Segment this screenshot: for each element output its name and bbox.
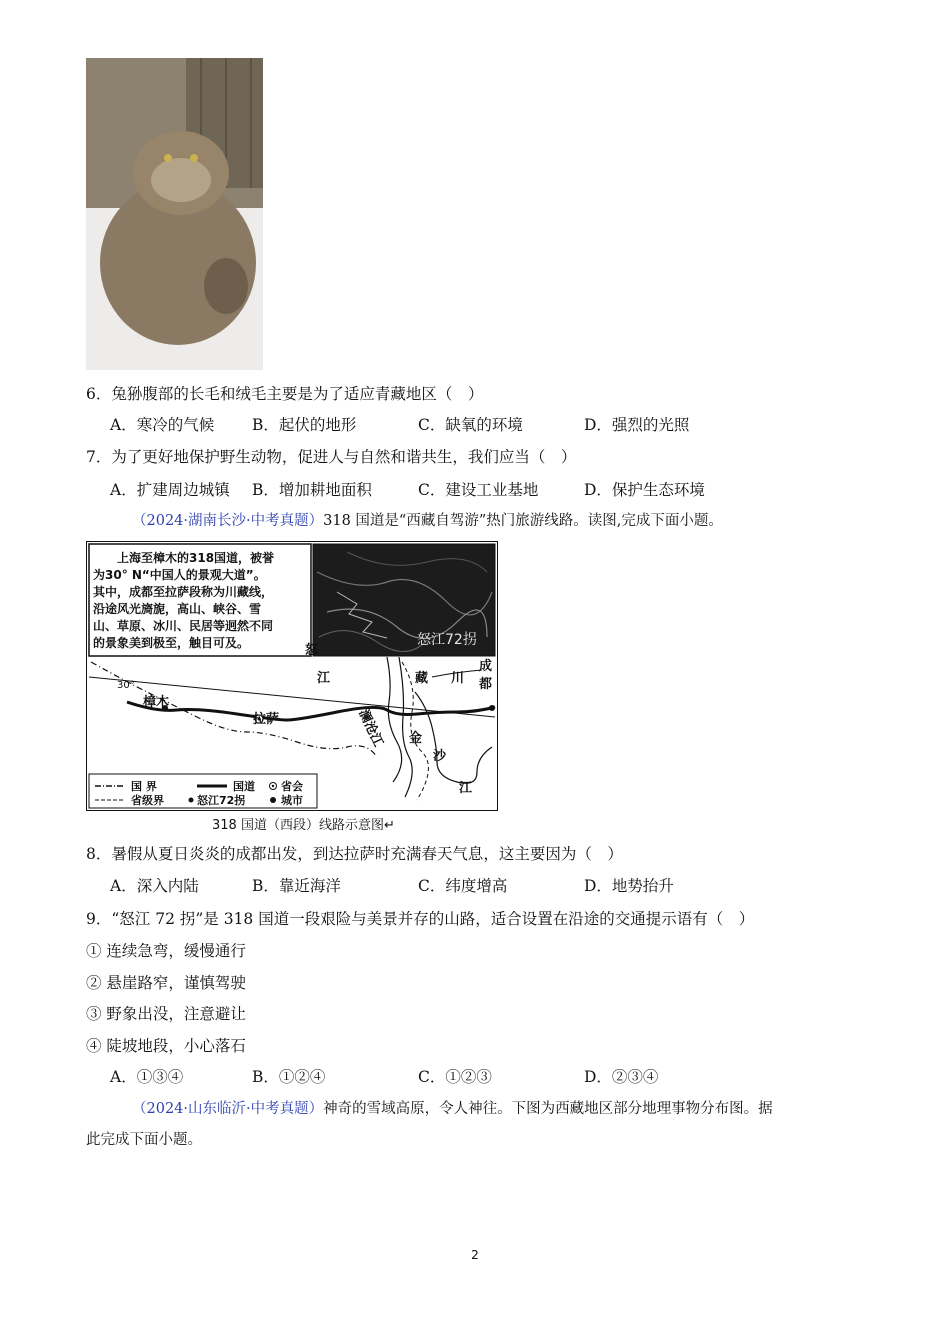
- question-9-item-1: ① 连续急弯，缓慢通行: [86, 942, 246, 960]
- question-7-option-d: D．保护生态环境: [584, 481, 705, 499]
- legend-capital: 省会: [281, 780, 303, 793]
- map-caption: 318 国道（西段）线路示意图↵: [212, 818, 395, 833]
- question-8-option-b: B．靠近海洋: [252, 877, 341, 895]
- label-jiang: 江: [459, 781, 473, 796]
- question-6-option-b: B．起伏的地形: [252, 416, 357, 434]
- pallas-cat-photo: [86, 58, 263, 370]
- latitude-label: 30°: [117, 680, 135, 691]
- question-7-option-c: C．建设工业基地: [418, 481, 539, 499]
- label-chuan: 川: [451, 671, 465, 686]
- map-text-line-4: 沿途风光旖旎，高山、峡谷、雪: [93, 602, 262, 616]
- question-7-option-b: B．增加耕地面积: [252, 481, 372, 499]
- label-nu: 怒: [305, 643, 319, 658]
- intro-2-text: 神奇的雪域高原，令人神往。下图为西藏地区部分地理事物分布图。据: [323, 1101, 773, 1117]
- intro-2-source: （2024·山东临沂·中考真题）: [132, 1101, 324, 1117]
- question-9-item-3: ③ 野象出没，注意避让: [86, 1005, 246, 1023]
- map-text-line-6: 的景象美到极至，触目可及。: [93, 636, 250, 650]
- label-cheng: 成: [479, 659, 493, 674]
- legend-road: 国道: [233, 780, 255, 793]
- question-9-option-b: B．①②④: [252, 1068, 326, 1086]
- map-text-line-2: 为30° N“中国人的景观大道”。: [93, 568, 266, 582]
- label-zang: 藏: [415, 671, 429, 686]
- label-zhangmu: 樟木: [143, 695, 170, 710]
- question-7-option-a: A．扩建周边城镇: [110, 481, 230, 499]
- legend-city: 城市: [281, 794, 303, 807]
- question-9-item-2: ② 悬崖路窄，谨慎驾驶: [86, 974, 246, 992]
- page-number: 2: [471, 1248, 479, 1262]
- question-9-option-c: C．①②③: [418, 1068, 492, 1086]
- question-9-option-d: D．②③④: [584, 1068, 659, 1086]
- label-lasa: 拉萨: [253, 712, 280, 727]
- question-9-item-4: ④ 陡坡地段，小心落石: [86, 1037, 246, 1055]
- intro-2: [132, 1098, 773, 1120]
- question-8-stem: 8．暑假从夏日炎炎的成都出发，到达拉萨时充满春天气息，这主要因为（ ）: [86, 845, 623, 863]
- photo-label: 怒江72拐: [417, 632, 477, 648]
- legend-provincial: 省级界: [131, 794, 164, 807]
- question-6-option-a: A．寒冷的气候: [110, 416, 215, 434]
- map-text-line-5: 山、草原、冰川、民居等迥然不同: [93, 619, 274, 633]
- question-8-option-a: A．深入内陆: [110, 877, 199, 895]
- legend-nujiang: 怒江72拐: [197, 794, 246, 807]
- question-6-stem: 6．兔狲腹部的长毛和绒毛主要是为了适应青藏地区（ ）: [86, 385, 484, 403]
- map-text-line-3: 其中，成都至拉萨段称为川藏线，: [93, 585, 274, 599]
- map-text-line-1: 上海至樟木的318国道，被誉: [117, 551, 275, 565]
- intro-1-source: （2024·湖南长沙·中考真题）: [132, 513, 324, 529]
- label-sha: 沙: [433, 749, 447, 764]
- route-318-map: [86, 541, 498, 811]
- question-6-option-d: D．强烈的光照: [584, 416, 690, 434]
- label-lancang: 澜沧江: [355, 707, 386, 750]
- question-8-option-d: D．地势抬升: [584, 877, 674, 895]
- intro-2-continued: 此完成下面小题。: [86, 1132, 202, 1148]
- question-8-option-c: C．纬度增高: [418, 877, 508, 895]
- question-6-option-c: C．缺氧的环境: [418, 416, 523, 434]
- label-du: 都: [479, 677, 493, 692]
- legend-border: 国 界: [131, 780, 157, 793]
- label-nujiang: 江: [317, 671, 331, 686]
- label-jin: 金: [409, 731, 423, 746]
- question-9-stem: 9．“怒江 72 拐”是 318 国道一段艰险与美景并存的山路，适合设置在沿途的交通提示语有（ ）: [86, 910, 755, 928]
- question-7-stem: 7．为了更好地保护野生动物，促进人与自然和谐共生，我们应当（ ）: [86, 448, 577, 466]
- intro-1: [132, 510, 723, 532]
- question-9-option-a: A．①③④: [110, 1068, 184, 1086]
- intro-1-text: 318 国道是“西藏自驾游”热门旅游线路。读图,完成下面小题。: [323, 513, 723, 529]
